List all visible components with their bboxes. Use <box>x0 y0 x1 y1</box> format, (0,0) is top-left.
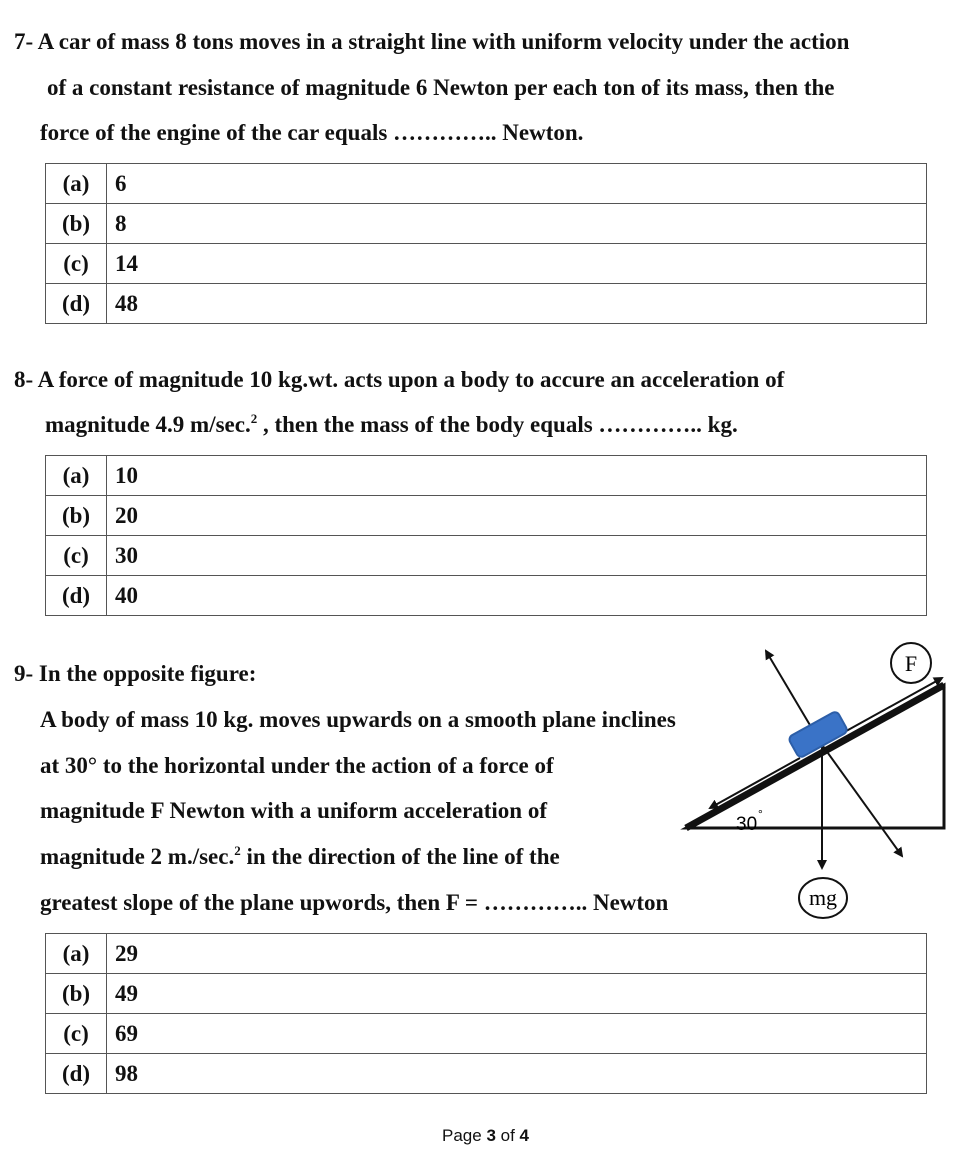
normal-component-arrow <box>820 742 902 856</box>
q9-option-d[interactable] <box>46 1054 927 1094</box>
q8-text-line-2 <box>45 411 738 439</box>
q8-superscript: 2 <box>250 411 258 426</box>
option-value: 29 <box>107 934 927 974</box>
option-label: (c) <box>46 244 107 284</box>
q9-text-line-3: at 30° to the horizontal under the action of a force of <box>40 753 554 778</box>
option-label: (a) <box>46 934 107 974</box>
footer-prefix: Page <box>442 1126 487 1145</box>
option-label: (c) <box>46 536 107 576</box>
option-value: 6 <box>107 164 927 204</box>
q7-options-table <box>45 163 927 324</box>
q8-option-d[interactable] <box>46 576 927 616</box>
q8-option-a[interactable] <box>46 456 927 496</box>
option-label: (a) <box>46 164 107 204</box>
reaction-arrow-down-slope <box>710 758 800 808</box>
option-label: (b) <box>46 974 107 1014</box>
option-value: 48 <box>107 284 927 324</box>
q7-text-line-1: 7- A car of mass 8 tons moves in a straight line with uniform velocity under the action <box>14 29 850 54</box>
inclined-plane-figure <box>680 640 950 930</box>
q9-text-line-4: magnitude F Newton with a uniform acceleration of <box>40 798 547 823</box>
q7-text-line-3: force of the engine of the car equals ………….. Newton. <box>40 120 584 145</box>
q9-option-b[interactable] <box>46 974 927 1014</box>
option-value: 49 <box>107 974 927 1014</box>
option-label: (c) <box>46 1014 107 1054</box>
q9-text-line-5 <box>40 843 560 871</box>
footer-current-page: 3 <box>486 1126 496 1145</box>
option-value: 10 <box>107 456 927 496</box>
q9-option-a[interactable] <box>46 934 927 974</box>
q9-text-line-6: greatest slope of the plane upwords, then F = ………….. Newton <box>40 890 669 915</box>
q7-text-line-2: of a constant resistance of magnitude 6 Newton per each ton of its mass, then the <box>47 75 835 100</box>
q8-option-c[interactable] <box>46 536 927 576</box>
q7-option-d[interactable] <box>46 284 927 324</box>
weight-label: mg <box>808 885 838 910</box>
option-value: 69 <box>107 1014 927 1054</box>
q7-option-a[interactable] <box>46 164 927 204</box>
angle-label: 30 <box>736 814 758 835</box>
footer-middle: of <box>495 1126 520 1145</box>
q9-text-line-2: A body of mass 10 kg. moves upwards on a smooth plane inclines <box>40 707 676 732</box>
q7-option-c[interactable] <box>46 244 927 284</box>
q8-text-line-1: 8- A force of magnitude 10 kg.wt. acts upon a body to accure an acceleration of <box>14 367 785 392</box>
q9-option-c[interactable] <box>46 1014 927 1054</box>
option-label: (b) <box>46 496 107 536</box>
q8-option-b[interactable] <box>46 496 927 536</box>
option-value: 14 <box>107 244 927 284</box>
force-label: F <box>904 651 918 676</box>
q9-options-table <box>45 933 927 1094</box>
incline-surface <box>686 685 944 828</box>
q9-superscript: 2 <box>234 843 241 858</box>
option-value: 98 <box>107 1054 927 1094</box>
q8-text-line-2a: magnitude 4.9 m/sec. <box>45 412 251 437</box>
q8-options-table <box>45 455 927 616</box>
footer-total-pages: 4 <box>519 1126 529 1145</box>
q9-text-line-5a: magnitude 2 m./sec. <box>40 844 235 869</box>
option-value: 30 <box>107 536 927 576</box>
option-value: 20 <box>107 496 927 536</box>
page-footer <box>0 1126 971 1146</box>
option-value: 40 <box>107 576 927 616</box>
q7-option-b[interactable] <box>46 204 927 244</box>
option-label: (d) <box>46 284 107 324</box>
option-label: (a) <box>46 456 107 496</box>
option-label: (d) <box>46 1054 107 1094</box>
q9-text-line-5b: in the direction of the line of the <box>240 844 560 869</box>
option-label: (b) <box>46 204 107 244</box>
q9-text-line-1: 9- In the opposite figure: <box>14 661 257 686</box>
angle-degree-symbol: ° <box>758 807 763 821</box>
option-value: 8 <box>107 204 927 244</box>
q8-text-line-2b: , then the mass of the body equals ………….. kg. <box>257 412 738 437</box>
option-label: (d) <box>46 576 107 616</box>
